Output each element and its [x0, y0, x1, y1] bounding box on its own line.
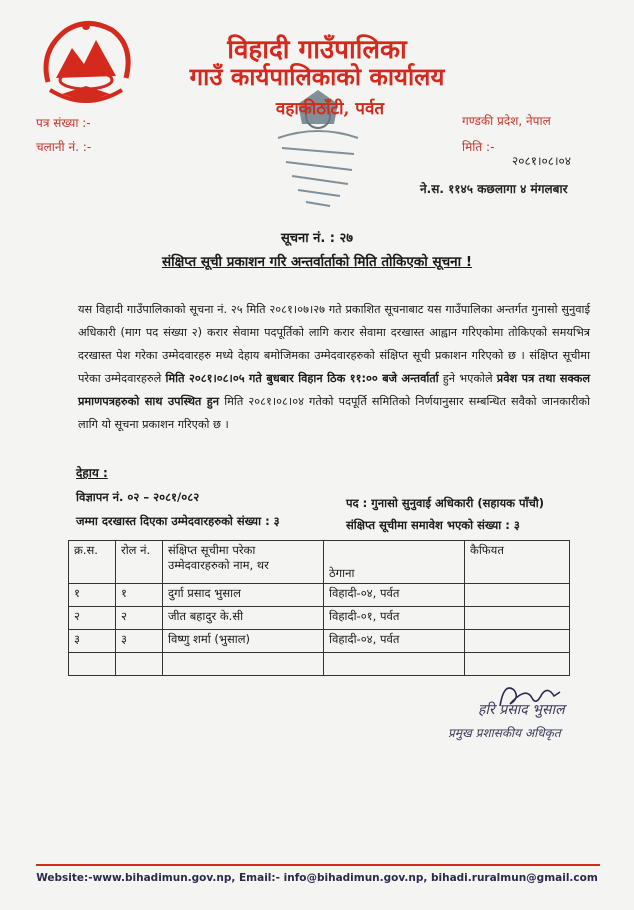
- signer-designation: प्रमुख प्रशासकीय अधिकृत: [448, 726, 561, 740]
- cell-name: विष्णु शर्मा (भुसाल): [163, 630, 324, 653]
- attendance-instruction: प्रवेश पत्र तथा सक्कल प्रमाणपत्रहरुको साथ उपस्थित हुन: [78, 372, 590, 408]
- col-header-address: ठेगाना: [324, 541, 465, 584]
- table-row-empty: [69, 653, 570, 676]
- province-label: गण्डकी प्रदेश, नेपाल: [462, 114, 551, 128]
- cell-address: विहादी-०१, पर्वत: [324, 607, 465, 630]
- cell-sn: २: [69, 607, 116, 630]
- interview-date-text: मिति २०८१।०८।०५ गते बुधबार विहान ठिक ११:०० बजे अन्तर्वार्ता: [165, 372, 439, 385]
- table-header-row: [69, 541, 570, 584]
- cell-remarks: [465, 630, 570, 653]
- notice-paragraph: यस विहादी गाउँपालिकाको सूचना नं. २५ मिति २०८१।०७।२७ गते प्रकाशित सूचनाबाट यस गाउँपालिका अन्तर्गत गुनासो सुनुवाई अधिकारी (माग पद संख्या २) करार सेवामा पदपूर्तिको लागि करार सेवामा दरखास्त आह्वान गरिएकोमा तोकिएको समयभित्र दरखास्त पेश गरेका उम्मेदवारहरु मध्ये देहाय बमोजिमका उम्मेदवारहरुको संक्षिप्त सूची प्रकाशन गरिएको छ । संक्षिप्त सूचीमा परेका उम्मेदवारहरुले मिति २०८१।०८।०५ गते बुधबार विहान ठिक ११:०० बजे अन्तर्वार्ता हुने भएकोले प्रवेश पत्र तथा सक्कल प्रमाणपत्रहरुको साथ उपस्थित हुन मिति २०८१।०८।०४ गतेको पदपूर्ति समितिको निर्णयानुसार सम्बन्धित सवैको जानकारीको लागि यो सूचना प्रकाशन गरिएको छ ।: [78, 303, 591, 431]
- cell-roll: ३: [116, 630, 163, 653]
- table-row: [69, 607, 570, 630]
- cell-address: विहादी-०४, पर्वत: [324, 584, 465, 607]
- letter-no-label: पत्र संख्या :-: [36, 116, 91, 130]
- table-row: [69, 630, 570, 653]
- col-header-remarks: कैफियत: [465, 541, 570, 584]
- footer-divider: [36, 864, 600, 866]
- cell-name: दुर्गा प्रसाद भुसाल: [163, 584, 324, 607]
- signer-name: हरि प्रसाद भुसाल: [478, 702, 565, 718]
- org-name: विहादी गाउँपालिका: [227, 35, 407, 65]
- cell-roll: २: [116, 607, 163, 630]
- shortlisted-count: संक्षिप्त सूचीमा समावेश भएको संख्या : ३: [346, 518, 520, 532]
- cell-sn: ३: [69, 630, 116, 653]
- col-header-sn: क्र.स.: [69, 541, 116, 584]
- col-header-roll: रोल नं.: [116, 541, 163, 584]
- cell-roll: १: [116, 584, 163, 607]
- dehay-heading: देहाय :: [76, 466, 108, 480]
- cell-address: विहादी-०४, पर्वत: [324, 630, 465, 653]
- nepal-sambat-date: ने.स. ११४५ कछलागा ४ मंगलबार: [420, 182, 568, 196]
- cell-remarks: [465, 584, 570, 607]
- date-label: मिति :-: [462, 140, 495, 154]
- cell-sn: १: [69, 584, 116, 607]
- cell-remarks: [465, 607, 570, 630]
- post-name: पद : गुनासो सुनुवाई अधिकारी (सहायक पाँचौ): [346, 496, 545, 510]
- advert-number: विज्ञापन नं. ०२ – २०८१/०८२: [76, 490, 200, 504]
- notice-number: सूचना नं. : २७: [280, 231, 354, 246]
- total-applicants: जम्मा दरखास्त दिएका उम्मेदवारहरुको संख्या : ३: [76, 514, 280, 528]
- date-value: २०८१।०८।०४: [512, 154, 572, 168]
- notice-subject: संक्षिप्त सूची प्रकाशन गरि अन्तर्वार्ताको मिति तोकिएको सूचना !: [161, 254, 472, 270]
- cell-name: जीत बहादुर के.सी: [163, 607, 324, 630]
- shortlist-table: [68, 540, 570, 676]
- office-location: वहाकीठाँटी, पर्वत: [275, 99, 385, 119]
- col-header-name: संक्षिप्त सूचीमा परेका उम्मेदवारहरुको नाम, थर: [163, 541, 324, 584]
- table-row: [69, 584, 570, 607]
- dispatch-no-label: चलानी नं. :-: [36, 140, 92, 154]
- footer-contact: Website:-www.bihadimun.gov.np, Email:- info@bihadimun.gov.np, bihadi.ruralmun@gmail.com: [36, 872, 598, 884]
- office-name: गाउँ कार्यपालिकाको कार्यालय: [189, 62, 445, 91]
